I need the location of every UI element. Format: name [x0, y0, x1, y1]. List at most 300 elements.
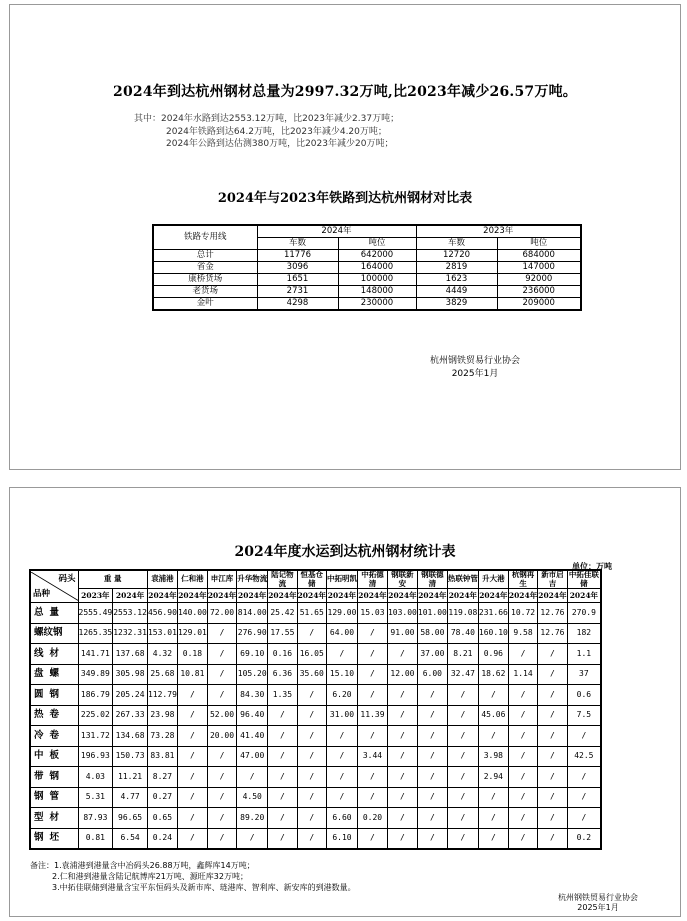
value-cell: 119.08: [447, 603, 478, 624]
value-cell: 196.93: [78, 746, 113, 767]
value-cell: /: [417, 787, 447, 808]
value-cell: /: [478, 808, 508, 829]
dock-header: 恒基仓储: [297, 570, 326, 589]
value-cell: 31.00: [326, 705, 357, 726]
rail-cell: 147000: [497, 262, 581, 274]
value-cell: /: [387, 828, 417, 849]
value-cell: /: [357, 767, 387, 788]
dock-header: 中拓佳联储: [567, 570, 601, 589]
value-cell: 0.24: [147, 828, 177, 849]
rail-cell: 4298: [257, 298, 338, 311]
category-cell: 冷卷: [30, 726, 78, 747]
category-cell: 热卷: [30, 705, 78, 726]
corner-top-label: 码头: [58, 574, 76, 584]
water-table-title: 2024年度水运到达杭州钢材统计表: [234, 544, 456, 560]
value-cell: /: [417, 767, 447, 788]
category-cell: 型材: [30, 808, 78, 829]
value-cell: 5.31: [78, 787, 113, 808]
value-cell: 6.60: [326, 808, 357, 829]
value-cell: 349.89: [78, 664, 113, 685]
signature: [430, 355, 520, 381]
value-cell: /: [478, 685, 508, 706]
value-cell: /: [538, 685, 567, 706]
dock-header: 袁浦港: [147, 570, 177, 589]
value-cell: /: [177, 767, 207, 788]
year-header: 2024年: [147, 589, 177, 603]
rail-cell: 11776: [257, 250, 338, 262]
value-cell: 18.62: [478, 664, 508, 685]
value-cell: 4.03: [78, 767, 113, 788]
value-cell: 47.00: [237, 746, 268, 767]
rail-row: [153, 250, 581, 262]
rail-row: [153, 286, 581, 298]
dock-header: 新市启吉: [538, 570, 567, 589]
corner-bottom-label: 品种: [33, 589, 51, 599]
category-cell: 钢坯: [30, 828, 78, 849]
value-cell: /: [268, 828, 297, 849]
value-cell: 8.21: [447, 644, 478, 665]
value-cell: 456.90: [147, 603, 177, 624]
value-cell: 1232.31: [113, 623, 148, 644]
col-header: 车数: [257, 238, 338, 250]
rail-cell: 12720: [416, 250, 497, 262]
value-cell: /: [538, 787, 567, 808]
value-cell: /: [297, 705, 326, 726]
category-cell: 总量: [30, 603, 78, 624]
value-cell: 78.40: [447, 623, 478, 644]
rail-cell: 康桥货场: [153, 274, 257, 286]
value-cell: 6.10: [326, 828, 357, 849]
value-cell: /: [326, 644, 357, 665]
value-cell: /: [387, 705, 417, 726]
value-cell: 8.27: [147, 767, 177, 788]
value-cell: 12.76: [538, 603, 567, 624]
table-row: [30, 603, 601, 624]
value-cell: /: [538, 828, 567, 849]
value-cell: 7.5: [567, 705, 601, 726]
rail-cell: 684000: [497, 250, 581, 262]
category-cell: 钢管: [30, 787, 78, 808]
value-cell: /: [447, 767, 478, 788]
value-cell: /: [177, 705, 207, 726]
value-cell: 814.00: [237, 603, 268, 624]
value-cell: /: [326, 787, 357, 808]
value-cell: /: [357, 644, 387, 665]
signature-org: 杭州钢铁贸易行业协会: [558, 893, 638, 902]
value-cell: /: [207, 685, 236, 706]
value-cell: /: [417, 726, 447, 747]
category-cell: 螺纹钢: [30, 623, 78, 644]
value-cell: /: [508, 828, 537, 849]
rail-table-title: 2024年与2023年铁路到达杭州钢材对比表: [217, 191, 473, 206]
table-row: [30, 787, 601, 808]
signature: [558, 893, 638, 913]
value-cell: /: [357, 726, 387, 747]
year-header: 2024年: [417, 589, 447, 603]
value-cell: 84.30: [237, 685, 268, 706]
value-cell: 0.20: [357, 808, 387, 829]
value-cell: /: [237, 767, 268, 788]
rail-cell: 3829: [416, 298, 497, 311]
value-cell: 270.9: [567, 603, 601, 624]
water-statistics-table: [29, 569, 602, 850]
value-cell: 3.98: [478, 746, 508, 767]
value-cell: 12.76: [538, 623, 567, 644]
value-cell: /: [207, 767, 236, 788]
remarks: [30, 860, 356, 893]
value-cell: 0.6: [567, 685, 601, 706]
year-header: 2024年: [567, 589, 601, 603]
value-cell: /: [538, 767, 567, 788]
year-header: 2024年: [447, 589, 478, 603]
value-cell: 25.42: [268, 603, 297, 624]
unit-label: 单位：万吨: [572, 562, 612, 571]
value-cell: 150.73: [113, 746, 148, 767]
value-cell: 91.00: [387, 623, 417, 644]
value-cell: 105.20: [237, 664, 268, 685]
value-cell: 225.02: [78, 705, 113, 726]
note-line: 2024年公路到达估测380万吨，比2023年减少20万吨；: [166, 139, 394, 149]
year-header: 2024年: [237, 589, 268, 603]
value-cell: /: [357, 828, 387, 849]
category-cell: 带钢: [30, 767, 78, 788]
value-cell: /: [357, 664, 387, 685]
year-header: 2023年: [416, 225, 581, 238]
value-cell: 10.81: [177, 664, 207, 685]
value-cell: 101.00: [417, 603, 447, 624]
table-row: [30, 828, 601, 849]
value-cell: 16.05: [297, 644, 326, 665]
value-cell: /: [538, 746, 567, 767]
value-cell: /: [207, 644, 236, 665]
value-cell: 9.58: [508, 623, 537, 644]
remark-line: 备注：1.袁浦港到港量含中冶码头26.88万吨，鑫辉库14万吨；: [30, 861, 255, 870]
year-header: 2024年: [207, 589, 236, 603]
value-cell: /: [508, 726, 537, 747]
value-cell: 134.68: [113, 726, 148, 747]
dock-header: 钢联新安: [387, 570, 417, 589]
rail-cell: 209000: [497, 298, 581, 311]
value-cell: 1.1: [567, 644, 601, 665]
rail-row: [153, 274, 581, 286]
dock-header: 升华物流: [237, 570, 268, 589]
signature-date: 2025年1月: [577, 903, 619, 912]
year-header: 2024年: [257, 225, 416, 238]
value-cell: /: [357, 623, 387, 644]
rail-cell: 236000: [497, 286, 581, 298]
value-cell: /: [207, 664, 236, 685]
value-cell: 72.00: [207, 603, 236, 624]
value-cell: 3.44: [357, 746, 387, 767]
value-cell: 87.93: [78, 808, 113, 829]
value-cell: 83.81: [147, 746, 177, 767]
value-cell: 141.71: [78, 644, 113, 665]
value-cell: 140.00: [177, 603, 207, 624]
value-cell: 129.00: [326, 603, 357, 624]
value-cell: 37: [567, 664, 601, 685]
value-cell: /: [447, 685, 478, 706]
value-cell: 15.10: [326, 664, 357, 685]
value-cell: /: [387, 685, 417, 706]
rail-cell: 148000: [338, 286, 416, 298]
value-cell: /: [237, 828, 268, 849]
dock-header: 重 量: [78, 570, 147, 589]
value-cell: 4.50: [237, 787, 268, 808]
value-cell: 1.35: [268, 685, 297, 706]
value-cell: 4.77: [113, 787, 148, 808]
year-header: 2023年: [78, 589, 113, 603]
value-cell: /: [387, 644, 417, 665]
value-cell: /: [268, 705, 297, 726]
rail-cell: 92000: [497, 274, 581, 286]
col-header: 吨位: [338, 238, 416, 250]
value-cell: 10.72: [508, 603, 537, 624]
value-cell: /: [268, 767, 297, 788]
value-cell: /: [417, 685, 447, 706]
value-cell: 2553.12: [113, 603, 148, 624]
rail-cell: 1623: [416, 274, 497, 286]
rail-cell: 总计: [153, 250, 257, 262]
value-cell: /: [508, 685, 537, 706]
value-cell: /: [297, 828, 326, 849]
value-cell: 12.00: [387, 664, 417, 685]
value-cell: /: [478, 726, 508, 747]
value-cell: 35.60: [297, 664, 326, 685]
value-cell: 1265.35: [78, 623, 113, 644]
value-cell: /: [447, 726, 478, 747]
report-page-2: [9, 487, 681, 917]
dock-header: 中拓明凯: [326, 570, 357, 589]
value-cell: /: [567, 808, 601, 829]
value-cell: 2555.49: [78, 603, 113, 624]
report-page-1: [9, 4, 681, 470]
year-header: 2024年: [326, 589, 357, 603]
value-cell: /: [357, 685, 387, 706]
value-cell: 11.39: [357, 705, 387, 726]
value-cell: /: [538, 664, 567, 685]
value-cell: 160.10: [478, 623, 508, 644]
rail-cell: 2819: [416, 262, 497, 274]
value-cell: 96.40: [237, 705, 268, 726]
category-cell: 盘螺: [30, 664, 78, 685]
table-row: [30, 808, 601, 829]
dock-header: 钢联德清: [417, 570, 447, 589]
value-cell: 153.01: [147, 623, 177, 644]
value-cell: /: [297, 767, 326, 788]
value-cell: /: [478, 828, 508, 849]
corner-cell: [30, 570, 78, 603]
value-cell: 11.21: [113, 767, 148, 788]
rail-cell: 3096: [257, 262, 338, 274]
value-cell: /: [207, 623, 236, 644]
dock-header: 陆记物流: [268, 570, 297, 589]
value-cell: 267.33: [113, 705, 148, 726]
category-cell: 圆钢: [30, 685, 78, 706]
value-cell: /: [177, 726, 207, 747]
dock-header: 仁和港: [177, 570, 207, 589]
table-row: [30, 685, 601, 706]
value-cell: /: [567, 767, 601, 788]
remark-line: 2.仁和港到港量含陆记航博库21万吨、源旺库32万吨；: [52, 872, 248, 881]
value-cell: /: [417, 808, 447, 829]
value-cell: /: [538, 705, 567, 726]
value-cell: 0.65: [147, 808, 177, 829]
value-cell: /: [447, 828, 478, 849]
value-cell: 0.96: [478, 644, 508, 665]
value-cell: /: [447, 746, 478, 767]
col-header: 吨位: [497, 238, 581, 250]
value-cell: /: [387, 746, 417, 767]
value-cell: /: [297, 623, 326, 644]
value-cell: /: [177, 746, 207, 767]
value-cell: 64.00: [326, 623, 357, 644]
value-cell: 51.65: [297, 603, 326, 624]
rail-cell: 230000: [338, 298, 416, 311]
dock-header: 杭钢再生: [508, 570, 537, 589]
value-cell: /: [447, 705, 478, 726]
year-header: 2024年: [508, 589, 537, 603]
year-header: 2024年: [177, 589, 207, 603]
value-cell: 103.00: [387, 603, 417, 624]
value-cell: 42.5: [567, 746, 601, 767]
value-cell: /: [297, 685, 326, 706]
value-cell: /: [207, 746, 236, 767]
value-cell: 6.54: [113, 828, 148, 849]
value-cell: 73.28: [147, 726, 177, 747]
value-cell: /: [207, 787, 236, 808]
value-cell: /: [387, 767, 417, 788]
value-cell: /: [357, 787, 387, 808]
value-cell: 231.66: [478, 603, 508, 624]
value-cell: /: [538, 644, 567, 665]
value-cell: 112.79: [147, 685, 177, 706]
value-cell: /: [417, 828, 447, 849]
value-cell: /: [508, 767, 537, 788]
rail-cell: 2731: [257, 286, 338, 298]
value-cell: 0.27: [147, 787, 177, 808]
value-cell: /: [177, 828, 207, 849]
value-cell: /: [177, 685, 207, 706]
note-line: 2024年铁路到达64.2万吨，比2023年减少4.20万吨；: [166, 126, 387, 137]
value-cell: 276.90: [237, 623, 268, 644]
value-cell: /: [538, 808, 567, 829]
value-cell: 58.00: [417, 623, 447, 644]
value-cell: /: [387, 726, 417, 747]
rail-cell: 省金: [153, 262, 257, 274]
value-cell: 25.68: [147, 664, 177, 685]
year-header: 2024年: [478, 589, 508, 603]
col-header: 车数: [416, 238, 497, 250]
value-cell: /: [508, 746, 537, 767]
value-cell: 96.65: [113, 808, 148, 829]
value-cell: 137.68: [113, 644, 148, 665]
value-cell: /: [567, 787, 601, 808]
rail-cell: 金叶: [153, 298, 257, 311]
value-cell: 6.20: [326, 685, 357, 706]
year-header: 2024年: [387, 589, 417, 603]
value-cell: /: [268, 746, 297, 767]
year-header: 2024年: [538, 589, 567, 603]
table-row: [30, 664, 601, 685]
summary-title: 2024年到达杭州钢材总量为2997.32万吨,比2023年减少26.57万吨。: [113, 84, 577, 100]
rail-cell: 1651: [257, 274, 338, 286]
value-cell: /: [326, 726, 357, 747]
value-cell: /: [478, 787, 508, 808]
value-cell: 20.00: [207, 726, 236, 747]
value-cell: 69.10: [237, 644, 268, 665]
value-cell: /: [508, 787, 537, 808]
value-cell: /: [508, 644, 537, 665]
value-cell: /: [447, 808, 478, 829]
value-cell: /: [297, 808, 326, 829]
value-cell: 17.55: [268, 623, 297, 644]
table-row: [30, 767, 601, 788]
value-cell: 89.20: [237, 808, 268, 829]
rail-comparison-table: [152, 224, 582, 311]
rail-cell: 4449: [416, 286, 497, 298]
value-cell: /: [297, 746, 326, 767]
rail-cell: 100000: [338, 274, 416, 286]
value-cell: 4.32: [147, 644, 177, 665]
value-cell: 6.36: [268, 664, 297, 685]
value-cell: 23.98: [147, 705, 177, 726]
value-cell: /: [447, 787, 478, 808]
value-cell: /: [508, 808, 537, 829]
value-cell: 131.72: [78, 726, 113, 747]
category-cell: 中板: [30, 746, 78, 767]
year-header: 2024年: [297, 589, 326, 603]
signature-date: 2025年1月: [451, 369, 499, 379]
table-row: [30, 726, 601, 747]
value-cell: 6.00: [417, 664, 447, 685]
value-cell: /: [538, 726, 567, 747]
value-cell: 2.94: [478, 767, 508, 788]
value-cell: 41.40: [237, 726, 268, 747]
value-cell: 0.2: [567, 828, 601, 849]
value-cell: /: [177, 808, 207, 829]
value-cell: 0.18: [177, 644, 207, 665]
rail-row: [153, 262, 581, 274]
value-cell: 52.00: [207, 705, 236, 726]
table-row: [30, 705, 601, 726]
value-cell: 0.16: [268, 644, 297, 665]
value-cell: 182: [567, 623, 601, 644]
value-cell: 205.24: [113, 685, 148, 706]
value-cell: /: [567, 726, 601, 747]
value-cell: /: [417, 705, 447, 726]
summary-notes: [134, 113, 399, 151]
rail-line-header: 铁路专用线: [153, 225, 257, 250]
value-cell: /: [387, 787, 417, 808]
value-cell: 305.98: [113, 664, 148, 685]
category-cell: 线材: [30, 644, 78, 665]
year-header: 2024年: [357, 589, 387, 603]
signature-org: 杭州钢铁贸易行业协会: [430, 356, 521, 366]
note-line: 其中：2024年水路到达2553.12万吨，比2023年减少2.37万吨；: [134, 114, 400, 124]
value-cell: /: [268, 808, 297, 829]
value-cell: /: [326, 767, 357, 788]
value-cell: 32.47: [447, 664, 478, 685]
value-cell: 37.00: [417, 644, 447, 665]
value-cell: 1.14: [508, 664, 537, 685]
dock-header: 热联钟管: [447, 570, 478, 589]
value-cell: /: [326, 746, 357, 767]
table-row: [30, 623, 601, 644]
value-cell: /: [268, 726, 297, 747]
value-cell: 129.01: [177, 623, 207, 644]
table-row: [30, 746, 601, 767]
value-cell: 0.81: [78, 828, 113, 849]
